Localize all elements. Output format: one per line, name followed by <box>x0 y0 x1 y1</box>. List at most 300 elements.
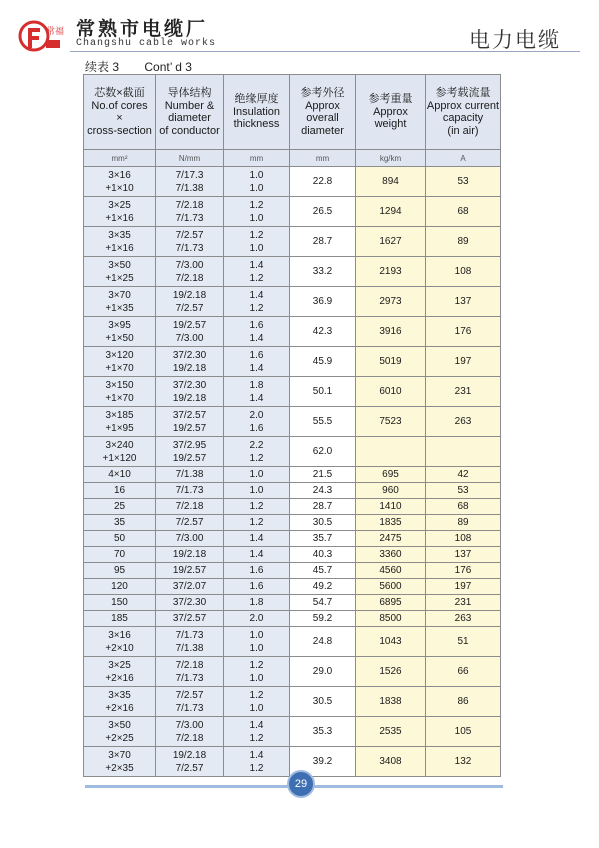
cell-weight: 1410 <box>356 499 426 515</box>
cell-diameter: 28.7 <box>290 499 356 515</box>
cell-line: 1.4 <box>249 719 264 731</box>
cell-conductor <box>156 627 224 657</box>
column-header-en: No.of cores <box>91 99 148 112</box>
cell-stack <box>224 289 289 315</box>
cell-weight: 1043 <box>356 627 426 657</box>
cell-diameter: 49.2 <box>290 579 356 595</box>
cell-weight: 1526 <box>356 657 426 687</box>
cell-line: 1.2 <box>249 689 264 701</box>
cell-line: 7/17.3 <box>175 169 204 181</box>
page-header <box>0 0 599 62</box>
cell-capacity: 105 <box>426 717 501 747</box>
cell-stack <box>84 689 155 715</box>
cell-line: 1.2 <box>249 452 264 464</box>
cell-size: 150 <box>84 595 156 611</box>
cell-capacity: 53 <box>426 483 501 499</box>
cell-diameter: 21.5 <box>290 467 356 483</box>
cell-weight: 2475 <box>356 531 426 547</box>
section-title: 电力电缆 <box>469 29 561 52</box>
cell-line: +2×16 <box>105 672 134 684</box>
cell-line: 3×70 <box>108 289 131 301</box>
continuation-cn: 续表 3 <box>85 60 120 74</box>
cell-size: 4×10 <box>84 467 156 483</box>
cell-line: 1.0 <box>249 629 264 641</box>
cell-stack <box>84 659 155 685</box>
cell-stack <box>84 229 155 255</box>
column-header-en: capacity <box>442 112 484 124</box>
cell-size: 185 <box>84 611 156 627</box>
cell-capacity: 53 <box>426 167 501 197</box>
cell-insulation: 1.4 <box>224 531 290 547</box>
cell-diameter: 42.3 <box>290 317 356 347</box>
table-row <box>84 317 501 347</box>
cell-line: +1×16 <box>105 242 134 254</box>
cell-line: 19/2.57 <box>172 452 207 464</box>
cell-line: 2.0 <box>249 409 264 421</box>
cell-conductor: 7/1.73 <box>156 483 224 499</box>
cell-capacity: 132 <box>426 747 501 777</box>
cell-line: 1.4 <box>249 289 264 301</box>
cell-line: 19/2.18 <box>172 362 207 374</box>
cell-conductor <box>156 377 224 407</box>
cell-capacity: 137 <box>426 287 501 317</box>
column-header-en: overall <box>306 112 339 124</box>
cell-line: 19/2.18 <box>172 289 207 301</box>
cell-weight: 695 <box>356 467 426 483</box>
cell-diameter: 30.5 <box>290 687 356 717</box>
cell-weight: 5019 <box>356 347 426 377</box>
cell-line: +1×70 <box>105 362 134 374</box>
cell-diameter: 24.3 <box>290 483 356 499</box>
cell-capacity: 89 <box>426 515 501 531</box>
cell-weight: 2193 <box>356 257 426 287</box>
cell-diameter: 62.0 <box>290 437 356 467</box>
table-row <box>84 227 501 257</box>
cell-weight: 6895 <box>356 595 426 611</box>
cell-diameter: 50.1 <box>290 377 356 407</box>
cell-line: 7/1.73 <box>175 672 204 684</box>
cell-insulation <box>224 227 290 257</box>
cell-line: 1.6 <box>249 422 264 434</box>
cell-line: 3×35 <box>108 689 131 701</box>
cell-capacity: 51 <box>426 627 501 657</box>
cell-line: 1.0 <box>249 182 264 194</box>
cell-conductor <box>156 257 224 287</box>
cell-line: 37/2.30 <box>172 349 207 361</box>
cell-line: 1.2 <box>249 732 264 744</box>
cell-line: 3×150 <box>105 379 134 391</box>
cell-stack <box>156 719 223 745</box>
cell-line: 3×95 <box>108 319 131 331</box>
cell-diameter: 45.9 <box>290 347 356 377</box>
table-row <box>84 611 501 627</box>
cell-stack <box>156 659 223 685</box>
cell-weight: 894 <box>356 167 426 197</box>
cell-line: +1×16 <box>105 212 134 224</box>
cell-capacity: 176 <box>426 563 501 579</box>
cable-spec-table <box>83 74 501 777</box>
cell-line: 37/2.30 <box>172 379 207 391</box>
cell-capacity: 231 <box>426 377 501 407</box>
table-row <box>84 657 501 687</box>
unit-cell: mm <box>224 150 290 167</box>
cell-stack <box>224 409 289 435</box>
column-header-en: cross-section <box>87 124 152 137</box>
cell-stack <box>224 689 289 715</box>
cell-line: 3×240 <box>105 439 134 451</box>
cell-conductor <box>156 407 224 437</box>
cell-stack <box>84 439 155 465</box>
cell-line: 1.2 <box>249 302 264 314</box>
cell-insulation: 1.6 <box>224 579 290 595</box>
cell-insulation <box>224 437 290 467</box>
table-row <box>84 595 501 611</box>
cell-stack <box>156 289 223 315</box>
table-row <box>84 531 501 547</box>
company-logo <box>18 20 66 52</box>
cell-line: 7/2.18 <box>175 199 204 211</box>
cell-stack <box>156 629 223 655</box>
cell-weight: 3360 <box>356 547 426 563</box>
table-row <box>84 407 501 437</box>
cell-size: 35 <box>84 515 156 531</box>
cell-capacity: 197 <box>426 347 501 377</box>
cell-insulation: 1.0 <box>224 483 290 499</box>
cell-size <box>84 437 156 467</box>
unit-cell: mm² <box>84 150 156 167</box>
cell-stack <box>224 439 289 465</box>
column-header <box>356 75 426 150</box>
cell-stack <box>224 719 289 745</box>
cell-weight: 1627 <box>356 227 426 257</box>
cell-line: 3×50 <box>108 719 131 731</box>
cell-line: 19/2.18 <box>172 392 207 404</box>
cell-weight: 6010 <box>356 377 426 407</box>
cell-line: 1.6 <box>249 319 264 331</box>
cell-line: 3×25 <box>108 199 131 211</box>
cell-diameter: 36.9 <box>290 287 356 317</box>
cell-capacity: 66 <box>426 657 501 687</box>
company-name-en: Changshu cable works <box>76 38 217 49</box>
cell-conductor: 7/1.38 <box>156 467 224 483</box>
column-header-cn: 绝缘厚度 <box>234 93 279 106</box>
column-header-en: Number & <box>164 99 215 112</box>
cell-stack <box>224 379 289 405</box>
cell-line: 3×16 <box>108 629 131 641</box>
cell-line: 3×50 <box>108 259 131 271</box>
cell-line: +2×35 <box>105 762 134 774</box>
cell-stack <box>84 629 155 655</box>
cell-line: 7/1.38 <box>175 182 204 194</box>
cell-stack <box>84 259 155 285</box>
cell-conductor: 19/2.57 <box>156 563 224 579</box>
cell-line: 1.8 <box>249 379 264 391</box>
cell-insulation <box>224 317 290 347</box>
cell-conductor <box>156 657 224 687</box>
continuation-label <box>85 58 214 75</box>
cell-capacity: 137 <box>426 547 501 563</box>
cell-size <box>84 747 156 777</box>
column-header <box>426 75 501 150</box>
cell-line: +1×70 <box>105 392 134 404</box>
cell-conductor <box>156 747 224 777</box>
cell-weight: 8500 <box>356 611 426 627</box>
column-header-en: Approx current <box>426 99 500 112</box>
column-header <box>224 75 290 150</box>
cell-size <box>84 377 156 407</box>
cell-weight: 5600 <box>356 579 426 595</box>
cell-diameter: 28.7 <box>290 227 356 257</box>
cell-line: 3×185 <box>105 409 134 421</box>
cell-stack <box>156 349 223 375</box>
table-row <box>84 687 501 717</box>
cell-size <box>84 627 156 657</box>
cell-line: +1×10 <box>105 182 134 194</box>
cell-insulation <box>224 687 290 717</box>
cell-stack <box>84 409 155 435</box>
cell-line: 7/2.18 <box>175 272 204 284</box>
table-row <box>84 197 501 227</box>
cell-capacity: 42 <box>426 467 501 483</box>
column-header-en: Approx <box>305 99 340 112</box>
cell-line: 1.2 <box>249 199 264 211</box>
column-header-en: weight <box>374 118 407 131</box>
table-row <box>84 377 501 407</box>
cell-size: 120 <box>84 579 156 595</box>
cell-line: +1×95 <box>105 422 134 434</box>
continuation-en: Cont’ d 3 <box>144 60 192 74</box>
cell-line: 1.4 <box>249 259 264 271</box>
cell-line: 1.6 <box>249 349 264 361</box>
cell-line: 1.0 <box>249 702 264 714</box>
cell-line: 3×16 <box>108 169 131 181</box>
cell-insulation <box>224 657 290 687</box>
cell-insulation <box>224 627 290 657</box>
page-number: 29 <box>287 770 315 798</box>
cell-line: 7/2.57 <box>175 302 204 314</box>
cell-weight: 7523 <box>356 407 426 437</box>
cell-capacity <box>426 437 501 467</box>
cell-size <box>84 407 156 437</box>
cell-line: 7/1.73 <box>175 629 204 641</box>
column-header-en: diameter <box>301 124 344 137</box>
cell-insulation <box>224 407 290 437</box>
cell-stack <box>224 629 289 655</box>
cell-line: 7/1.73 <box>175 702 204 714</box>
cell-diameter: 39.2 <box>290 747 356 777</box>
cell-capacity: 89 <box>426 227 501 257</box>
cell-line: 7/3.00 <box>175 332 204 344</box>
cell-stack <box>224 659 289 685</box>
cell-stack <box>156 439 223 465</box>
cell-diameter: 40.3 <box>290 547 356 563</box>
cell-size <box>84 167 156 197</box>
cell-stack <box>156 259 223 285</box>
column-header-cn: 参考重量 <box>368 93 413 106</box>
table-row <box>84 515 501 531</box>
cell-capacity: 86 <box>426 687 501 717</box>
cell-line: 1.0 <box>249 169 264 181</box>
cell-size <box>84 717 156 747</box>
cell-line: 1.4 <box>249 332 264 344</box>
cell-insulation <box>224 197 290 227</box>
cell-line: 3×25 <box>108 659 131 671</box>
cell-weight: 1838 <box>356 687 426 717</box>
column-header-en: Insulation <box>232 105 281 118</box>
cell-size: 50 <box>84 531 156 547</box>
cell-insulation <box>224 717 290 747</box>
cell-line: 3×35 <box>108 229 131 241</box>
table-row <box>84 499 501 515</box>
cell-stack <box>84 749 155 775</box>
cell-line: 1.0 <box>249 212 264 224</box>
column-header-en: Approx <box>373 105 408 118</box>
cell-conductor <box>156 347 224 377</box>
unit-cell: kg/km <box>356 150 426 167</box>
cell-insulation: 1.6 <box>224 563 290 579</box>
cell-diameter: 59.2 <box>290 611 356 627</box>
cell-size <box>84 257 156 287</box>
cell-conductor: 19/2.18 <box>156 547 224 563</box>
unit-cell: mm <box>290 150 356 167</box>
cell-stack <box>84 289 155 315</box>
cell-diameter: 54.7 <box>290 595 356 611</box>
cell-capacity: 68 <box>426 499 501 515</box>
column-header <box>156 75 224 150</box>
cell-insulation <box>224 377 290 407</box>
column-header-cn: 芯数×截面 <box>94 87 145 99</box>
cell-diameter: 45.7 <box>290 563 356 579</box>
cell-conductor: 7/2.57 <box>156 515 224 531</box>
cell-conductor: 7/3.00 <box>156 531 224 547</box>
cell-size <box>84 227 156 257</box>
cell-line: +1×50 <box>105 332 134 344</box>
cell-line: 7/1.73 <box>175 212 204 224</box>
cell-line: +1×35 <box>105 302 134 314</box>
cell-size <box>84 287 156 317</box>
cell-stack <box>156 409 223 435</box>
cell-weight: 1294 <box>356 197 426 227</box>
cell-capacity: 176 <box>426 317 501 347</box>
cell-conductor <box>156 717 224 747</box>
cell-insulation: 1.4 <box>224 547 290 563</box>
column-header-en: of conductor <box>159 124 220 137</box>
cell-stack <box>224 319 289 345</box>
table-row <box>84 563 501 579</box>
cell-weight: 2973 <box>356 287 426 317</box>
header-row <box>84 75 501 150</box>
cell-size: 16 <box>84 483 156 499</box>
table-row <box>84 547 501 563</box>
cell-insulation <box>224 747 290 777</box>
cell-weight: 2535 <box>356 717 426 747</box>
cell-stack <box>84 349 155 375</box>
cell-stack <box>84 379 155 405</box>
cell-size: 70 <box>84 547 156 563</box>
cell-conductor <box>156 227 224 257</box>
cell-stack <box>156 689 223 715</box>
cell-stack <box>84 199 155 225</box>
cell-weight <box>356 437 426 467</box>
cell-weight: 3916 <box>356 317 426 347</box>
company-name-cn: 常熟市电缆厂 <box>76 18 209 40</box>
column-header <box>290 75 356 150</box>
cell-stack <box>156 169 223 195</box>
cell-line: 37/2.95 <box>172 439 207 451</box>
cell-line: 1.2 <box>249 762 264 774</box>
svg-text:常福: 常福 <box>46 27 65 37</box>
cell-conductor <box>156 287 224 317</box>
column-header-cn: 参考载流量 <box>435 87 491 99</box>
cell-line: 19/2.57 <box>172 422 207 434</box>
cell-line: 2.2 <box>249 439 264 451</box>
cell-conductor: 37/2.07 <box>156 579 224 595</box>
cell-conductor <box>156 437 224 467</box>
cell-line: 7/3.00 <box>175 259 204 271</box>
cell-line: 7/1.73 <box>175 242 204 254</box>
cell-capacity: 263 <box>426 611 501 627</box>
cell-insulation: 2.0 <box>224 611 290 627</box>
cell-conductor: 37/2.30 <box>156 595 224 611</box>
cell-insulation: 1.2 <box>224 499 290 515</box>
column-header-en: × <box>116 112 123 124</box>
table-row <box>84 579 501 595</box>
cell-line: 7/1.38 <box>175 642 204 654</box>
cell-line: +2×16 <box>105 702 134 714</box>
column-header-cn: 参考外径 <box>300 87 345 99</box>
cell-conductor <box>156 167 224 197</box>
cell-diameter: 24.8 <box>290 627 356 657</box>
cell-diameter: 26.5 <box>290 197 356 227</box>
cell-stack <box>224 229 289 255</box>
cell-weight: 960 <box>356 483 426 499</box>
cell-conductor: 37/2.57 <box>156 611 224 627</box>
cell-line: 7/2.18 <box>175 732 204 744</box>
cell-diameter: 33.2 <box>290 257 356 287</box>
unit-cell: A <box>426 150 501 167</box>
table-row <box>84 287 501 317</box>
table-row <box>84 347 501 377</box>
cell-stack <box>224 199 289 225</box>
table-row <box>84 467 501 483</box>
cell-line: 1.4 <box>249 749 264 761</box>
cell-conductor <box>156 687 224 717</box>
unit-cell: N/mm <box>156 150 224 167</box>
cell-stack <box>156 199 223 225</box>
cell-line: +2×10 <box>105 642 134 654</box>
cell-insulation: 1.2 <box>224 515 290 531</box>
cell-insulation <box>224 347 290 377</box>
cell-line: 1.4 <box>249 392 264 404</box>
column-header-en: thickness <box>233 118 280 131</box>
cell-capacity: 197 <box>426 579 501 595</box>
cell-insulation <box>224 257 290 287</box>
cell-size <box>84 317 156 347</box>
cell-conductor <box>156 197 224 227</box>
cell-diameter: 29.0 <box>290 657 356 687</box>
cell-stack <box>224 349 289 375</box>
cell-line: 19/2.57 <box>172 319 207 331</box>
cell-diameter: 35.3 <box>290 717 356 747</box>
cell-conductor <box>156 317 224 347</box>
cell-stack <box>156 379 223 405</box>
column-header-en: diameter <box>168 112 211 124</box>
cell-insulation: 1.8 <box>224 595 290 611</box>
cell-stack <box>224 169 289 195</box>
cell-line: 37/2.57 <box>172 409 207 421</box>
table-row <box>84 437 501 467</box>
table-row <box>84 167 501 197</box>
